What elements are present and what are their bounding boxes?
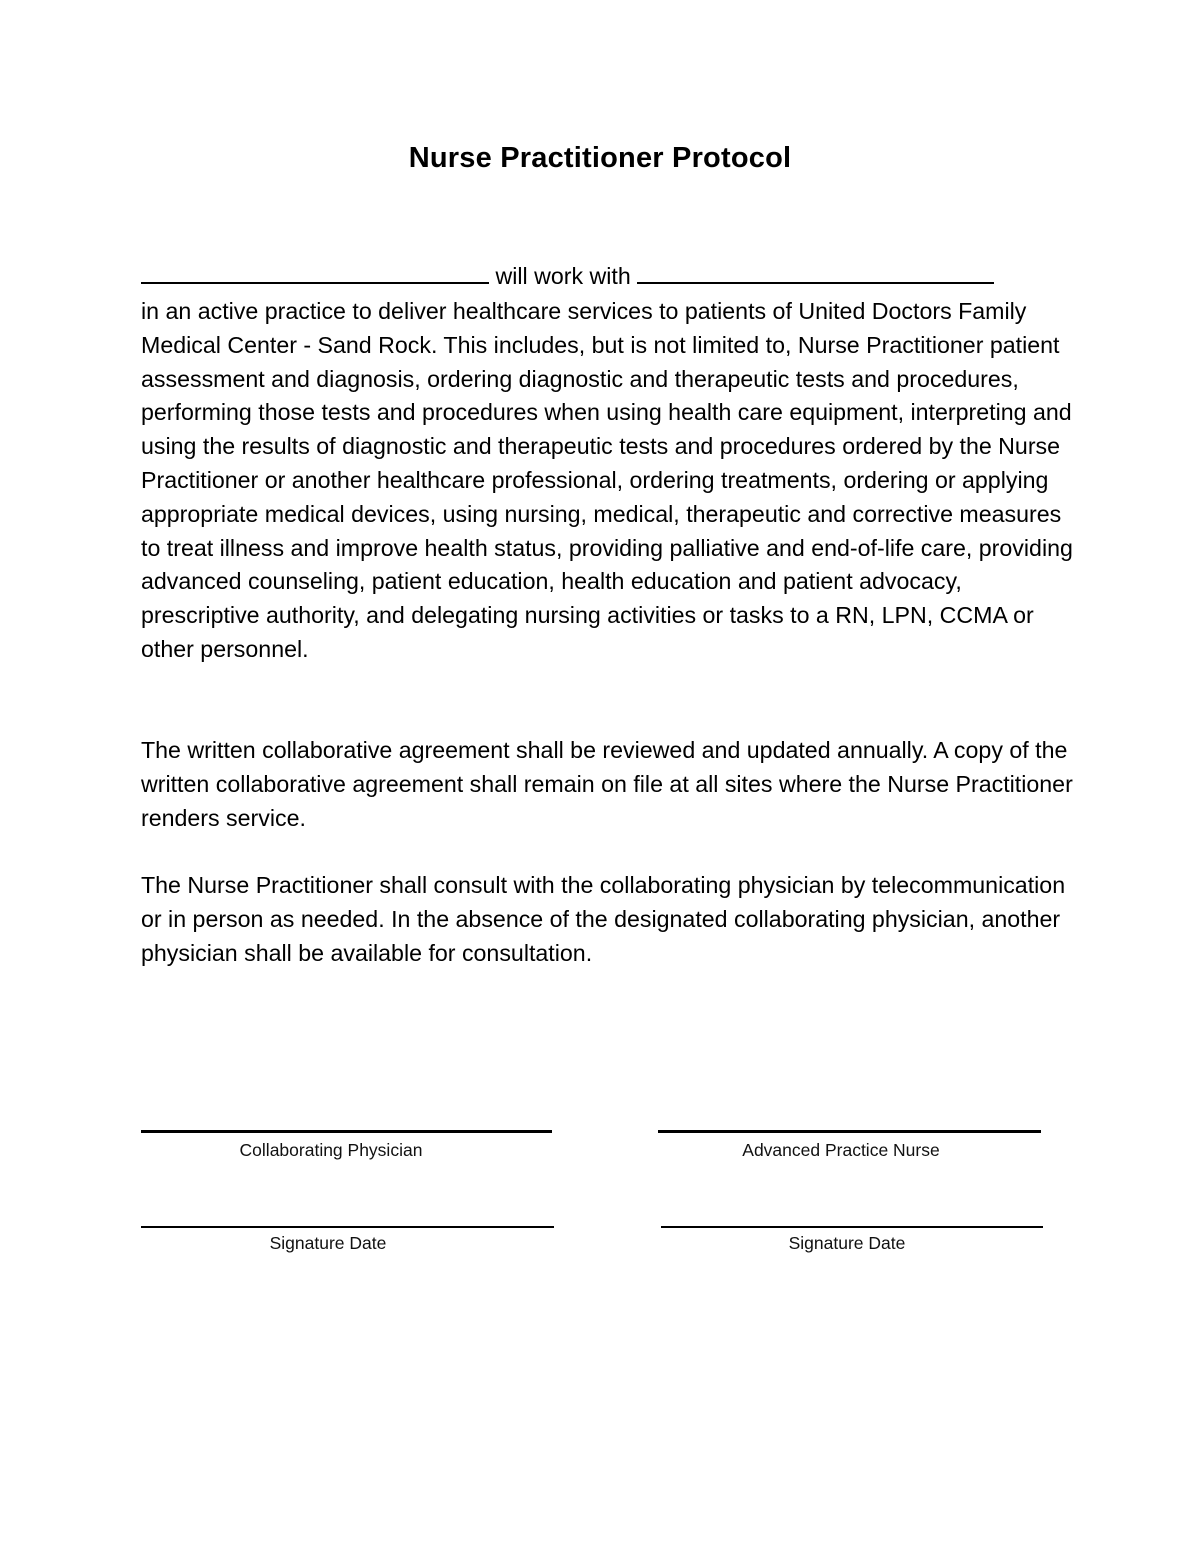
scope-paragraph: in an active practice to deliver healthcare services to patients of United Doctors Family Medical Center - Sand Rock. This includes, but is not limited to, Nurse Practitioner patient assessment and diagnosis, ordering diagnostic and therapeutic tests and procedures, performing those tests and procedures when using health care equipment, interpreting and using the results of diagnostic and therapeutic tests and procedures ordered by the Nurse Practitioner or another healthcare professional, ordering treatments, ordering or applying appropriate medical devices, using nursing, medical, therapeutic and corrective measures to treat illness and improve health status, providing palliative and end-of-life care, providing advanced counseling, patient education, health education and patient advocacy, prescriptive authority, and delegating nursing activities or tasks to a RN, LPN, CCMA or other personnel.: [141, 298, 1073, 662]
nurse-signature-line[interactable]: [658, 1130, 1041, 1133]
nurse-signature-label: Advanced Practice Nurse: [742, 1140, 940, 1160]
physician-signature-line[interactable]: [141, 1130, 552, 1133]
intro-connector: will work with: [495, 263, 631, 289]
physician-date-line[interactable]: [141, 1226, 554, 1228]
document-title: Nurse Practitioner Protocol: [408, 142, 792, 174]
physician-name-blank[interactable]: [637, 262, 994, 284]
physician-date-label: Signature Date: [269, 1233, 387, 1253]
nurse-name-blank[interactable]: [141, 262, 489, 284]
intro-line: [141, 260, 1081, 294]
review-paragraph: The written collaborative agreement shall be reviewed and updated annually. A copy of the written collaborative agreement shall remain on file at all sites where the Nurse Practitioner renders service.: [141, 737, 1073, 831]
nurse-date-label: Signature Date: [788, 1233, 906, 1253]
nurse-date-line[interactable]: [661, 1226, 1043, 1228]
physician-signature-label: Collaborating Physician: [239, 1140, 423, 1160]
consultation-paragraph: The Nurse Practitioner shall consult with the collaborating physician by telecommunication or in person as needed. In the absence of the designated collaborating physician, another physician shall be available for consultation.: [141, 872, 1066, 966]
